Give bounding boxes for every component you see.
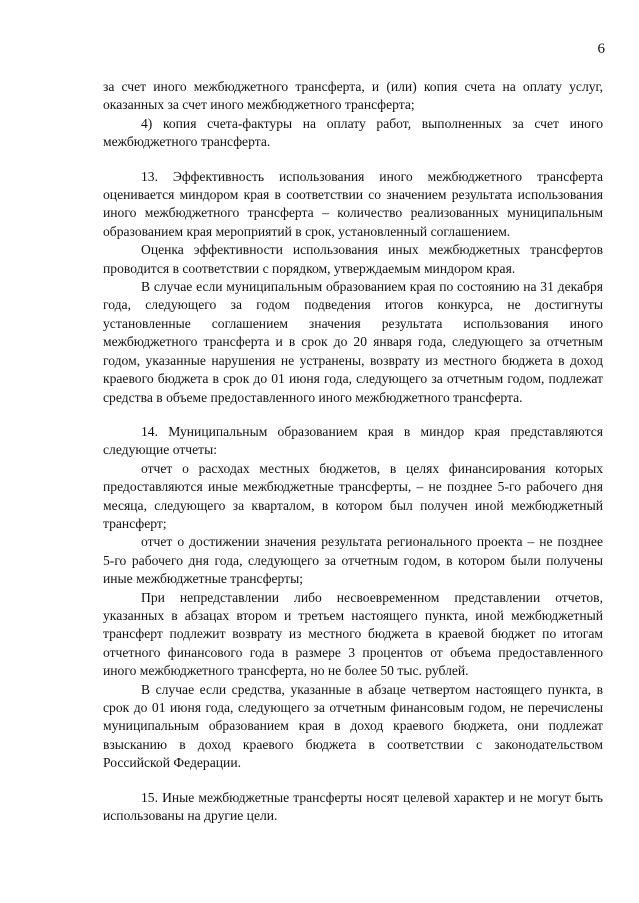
paragraph-recovery: В случае если средства, указанные в абзаце четвертом настоящего пункта, в срок до 01 июня года, следующего за отчетным финансовым годом, не перечислены муниципальным образованием края в доход краевого бюджета, они подлежат взысканию в доход краевого бюджета в соответствии с законодательством Российской Федерации. xyxy=(103,681,603,771)
paragraph-section-15: 15. Иные межбюджетные трансферты носят целевой характер и не могут быть использованы на другие цели. xyxy=(103,789,603,824)
paragraph-continuation: за счет иного межбюджетного трансферта, и (или) копия счета на оплату услуг, оказанных за счет иного межбюджетного трансферта; xyxy=(103,79,603,113)
section-gap xyxy=(103,152,603,168)
paragraph-item-4: 4) копия счета-фактуры на оплату работ, выполненных за счет иного межбюджетного трансферта. xyxy=(103,115,603,150)
paragraph-section-14: 14. Муниципальным образованием края в миндор края представляются следующие отчеты: xyxy=(103,423,603,458)
section-gap xyxy=(103,407,603,423)
page-number: 6 xyxy=(597,41,605,57)
document-body xyxy=(103,78,603,825)
paragraph-late-report-penalty: При непредставлении либо несвоевременном представлении отчетов, указанных в абзацах втором и третьем настоящего пункта, иной межбюджетный трансферт подлежит возврату из местного бюджета в краевой бюджет по итогам отчетного финансового года в размере 3 процентов от объема предоставленного иного межбюджетного трансферта, но не более 50 тыс. рублей. xyxy=(103,589,603,679)
paragraph-section-13: 13. Эффективность использования иного межбюджетного трансферта оценивается миндором края в соответствии со значением результата использования иного межбюджетного трансферта – количество реализованных муниципальным образованием края мероприятий в срок, установленный соглашением. xyxy=(103,168,603,239)
section-gap xyxy=(103,773,603,789)
paragraph-refund-condition: В случае если муниципальным образованием края по состоянию на 31 декабря года, следующего за годом подведения итогов конкурса, не достигнуты установленные соглашением значения результата использования иного межбюджетного трансферта и в срок до 20 января года, следующего за отчетным годом, указанные нарушения не устранены, возврату из местного бюджета в доход краевого бюджета в срок до 01 июня года, следующего за отчетным годом, подлежат средства в объеме предоставленного иного межбюджетного трансферта. xyxy=(103,279,603,405)
paragraph-efficiency-assessment: Оценка эффективности использования иных межбюджетных трансфертов проводится в соответствии с порядком, утверждаемым миндором края. xyxy=(103,242,603,276)
paragraph-result-report: отчет о достижении значения результата регионального проекта – не позднее 5-го рабочего дня года, следующего за отчетным годом, в котором были получены иные межбюджетные трансферты; xyxy=(103,534,603,587)
paragraph-expense-report: отчет о расходах местных бюджетов, в целях финансирования которых предоставляются иные межбюджетные трансферты, – не позднее 5-го рабочего дня месяца, следующего за кварталом, в котором был получен иной межбюджетный трансферт; xyxy=(103,460,603,531)
